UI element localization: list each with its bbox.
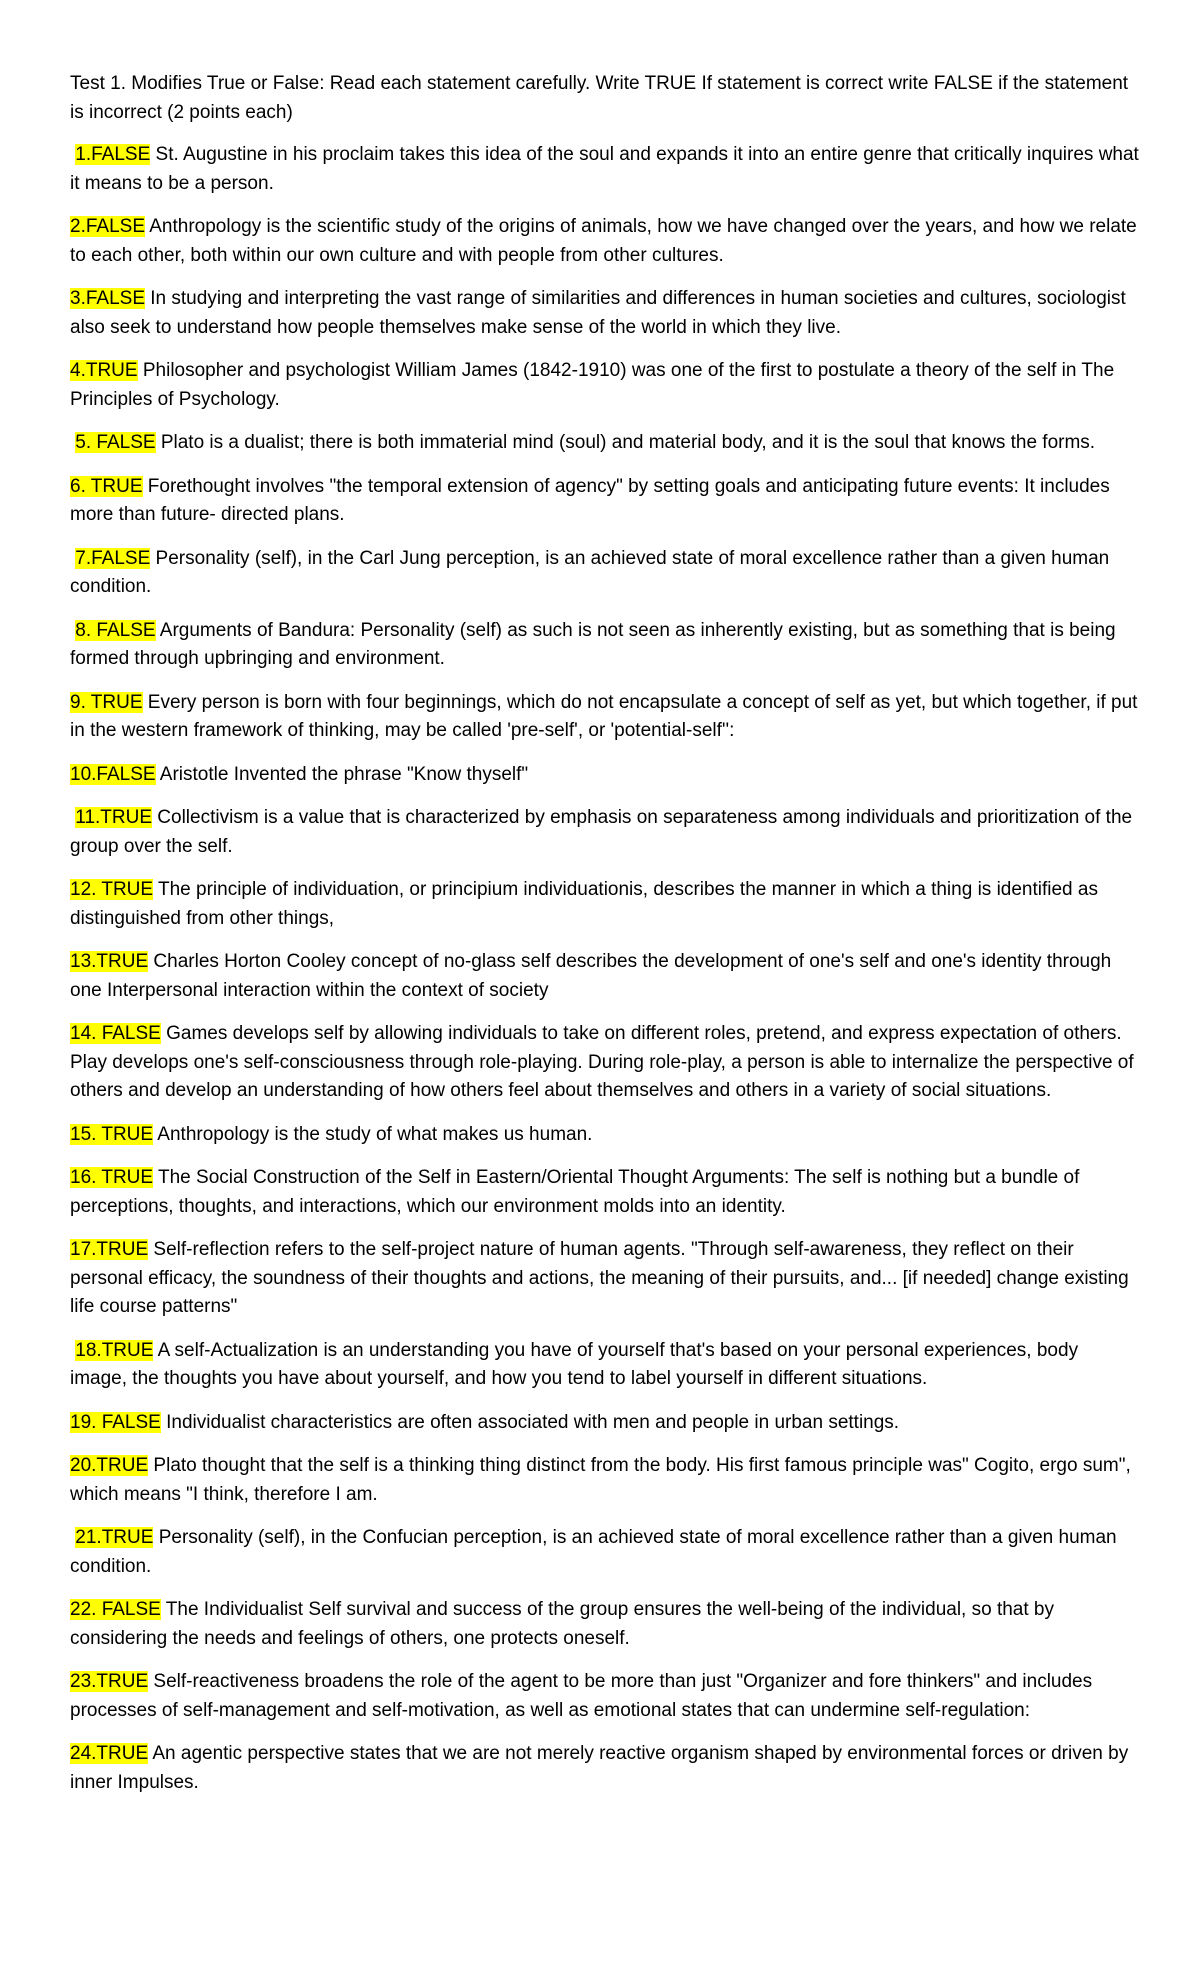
statement-text: Games develops self by allowing individuals to take on different roles, pretend, and express expectation of others. Play develops one's self-consciousness through role-playing. During role-play, a person is able to internalize the perspective of others and develop an understanding of how others feel about themselves and others in a variety of social situations. (70, 1023, 1134, 1101)
answer-label: 23.TRUE (70, 1671, 149, 1692)
statement-item (70, 617, 1140, 674)
statement-item (70, 1337, 1140, 1394)
answer-label: 15. TRUE (70, 1123, 154, 1145)
statement-item (70, 1020, 1140, 1106)
statement-item (70, 1236, 1140, 1322)
statement-text: Self-reflection refers to the self-project nature of human agents. "Through self-awareness, they reflect on their personal efficacy, the soundness of their thoughts and actions, the meaning of their pursuits, and... [if needed] change existing life course patterns" (70, 1239, 1129, 1317)
answer-label: 13.TRUE (70, 951, 149, 972)
statement-text: Forethought involves "the temporal extension of agency" by setting goals and anticipating future events: It includes more than future- directed plans. (70, 475, 1110, 525)
answer-label: 3.FALSE (70, 288, 145, 309)
statement-text: Philosopher and psychologist William James (1842-1910) was one of the first to postulate a theory of the self in The Principles of Psychology. (70, 360, 1115, 410)
statement-item (70, 1164, 1140, 1221)
answer-label: 21.TRUE (75, 1527, 154, 1548)
statement-item (70, 689, 1140, 746)
statement-text: Individualist characteristics are often associated with men and people in urban settings. (160, 1411, 900, 1433)
statement-text: Charles Horton Cooley concept of no-glass self describes the development of one's self and one's identity through one Interpersonal interaction within the context of society (70, 951, 1112, 1001)
statement-text: Every person is born with four beginnings, which do not encapsulate a concept of self as yet, but which together, if put in the western framework of thinking, may be called 'pre-self', or 'potential-self'': (70, 691, 1138, 741)
statement-item (70, 1409, 1140, 1438)
statement-text: St. Augustine in his proclaim takes this idea of the soul and expands it into an entire genre that critically inquires what it means to be a person. (70, 144, 1139, 194)
statement-item (70, 1596, 1140, 1653)
answer-label: 10.FALSE (70, 763, 156, 785)
statement-item (70, 429, 1140, 458)
answer-label: 18.TRUE (75, 1339, 154, 1361)
statement-item (70, 804, 1140, 861)
statement-item (70, 141, 1140, 198)
answer-label: 20.TRUE (70, 1455, 149, 1476)
statement-item (70, 1668, 1140, 1725)
statement-text: Anthropology is the scientific study of the origins of animals, how we have changed over the years, and how we relate to each other, both within our own culture and with people from other cultures. (70, 216, 1137, 266)
answer-label: 12. TRUE (70, 879, 154, 900)
answer-label: 8. FALSE (75, 619, 156, 641)
statement-list (70, 141, 1140, 1797)
statement-item (70, 473, 1140, 530)
statement-text: Personality (self), in the Confucian perception, is an achieved state of moral excellence rather than a given human condition. (70, 1527, 1117, 1577)
statement-item (70, 1524, 1140, 1581)
statement-text: Collectivism is a value that is characterized by emphasis on separateness among individuals and prioritization of the group over the self. (70, 807, 1133, 857)
test-instructions: Test 1. Modifies True or False: Read each statement carefully. Write TRUE If statement is correct write FALSE if the statement is incorrect (2 points each) (70, 73, 1129, 123)
statement-text: The principle of individuation, or principium individuationis, describes the manner in which a thing is identified as distinguished from other things, (70, 879, 1098, 929)
statement-text: In studying and interpreting the vast range of similarities and differences in human societies and cultures, sociologist also seek to understand how people themselves make sense of the world in which they live. (70, 288, 1126, 338)
statement-text: Anthropology is the study of what makes us human. (153, 1123, 593, 1145)
statement-text: The Social Construction of the Self in Eastern/Oriental Thought Arguments: The self is nothing but a bundle of perceptions, thoughts, and interactions, which our environment molds into an identity. (70, 1167, 1080, 1217)
statement-item (70, 545, 1140, 602)
answer-label: 11.TRUE (75, 807, 153, 828)
statement-item (70, 285, 1140, 342)
statement-item (70, 876, 1140, 933)
statement-text: Plato thought that the self is a thinking thing distinct from the body. His first famous principle was" Cogito, ergo sum", which means "I think, therefore I am. (70, 1455, 1131, 1505)
statement-item (70, 761, 1140, 790)
answer-label: 16. TRUE (70, 1167, 154, 1188)
statement-text: Personality (self), in the Carl Jung perception, is an achieved state of moral excellence rather than a given human condition. (70, 547, 1110, 597)
answer-label: 17.TRUE (70, 1239, 149, 1260)
answer-label: 19. FALSE (70, 1411, 161, 1433)
statement-text: Arguments of Bandura: Personality (self) as such is not seen as inherently existing, but as something that is being formed through upbringing and environment. (70, 619, 1116, 669)
statement-item (70, 1452, 1140, 1509)
document-page (70, 70, 1140, 1812)
answer-label: 22. FALSE (70, 1599, 161, 1620)
answer-label: 14. FALSE (70, 1023, 161, 1044)
answer-label: 2.FALSE (70, 216, 145, 237)
statement-text: Self-reactiveness broadens the role of the agent to be more than just "Organizer and fore thinkers" and includes processes of self-management and self-motivation, as well as emotional states that can undermine self-regulation: (70, 1671, 1093, 1721)
answer-label: 6. TRUE (70, 475, 143, 497)
statement-text: The Individualist Self survival and success of the group ensures the well-being of the individual, so that by considering the needs and feelings of others, one protects oneself. (70, 1599, 1055, 1649)
statement-text: Plato is a dualist; there is both immaterial mind (soul) and material body, and it is the soul that knows the forms. (155, 432, 1096, 453)
answer-label: 7.FALSE (75, 547, 151, 569)
statement-item (70, 213, 1140, 270)
statement-item (70, 357, 1140, 414)
answer-label: 4.TRUE (70, 360, 138, 381)
statement-item (70, 948, 1140, 1005)
answer-label: 9. TRUE (70, 691, 143, 713)
answer-label: 1.FALSE (75, 144, 151, 165)
statement-item (70, 1740, 1140, 1797)
statement-text: Aristotle Invented the phrase "Know thyself" (155, 763, 529, 785)
statement-item (70, 1121, 1140, 1150)
answer-label: 24.TRUE (70, 1743, 149, 1764)
statement-text: An agentic perspective states that we are not merely reactive organism shaped by environmental forces or driven by inner Impulses. (70, 1743, 1129, 1793)
statement-text: A self-Actualization is an understanding you have of yourself that's based on your personal experiences, body image, the thoughts you have about yourself, and how you tend to label yourself in different situations. (70, 1339, 1079, 1389)
answer-label: 5. FALSE (75, 432, 156, 453)
